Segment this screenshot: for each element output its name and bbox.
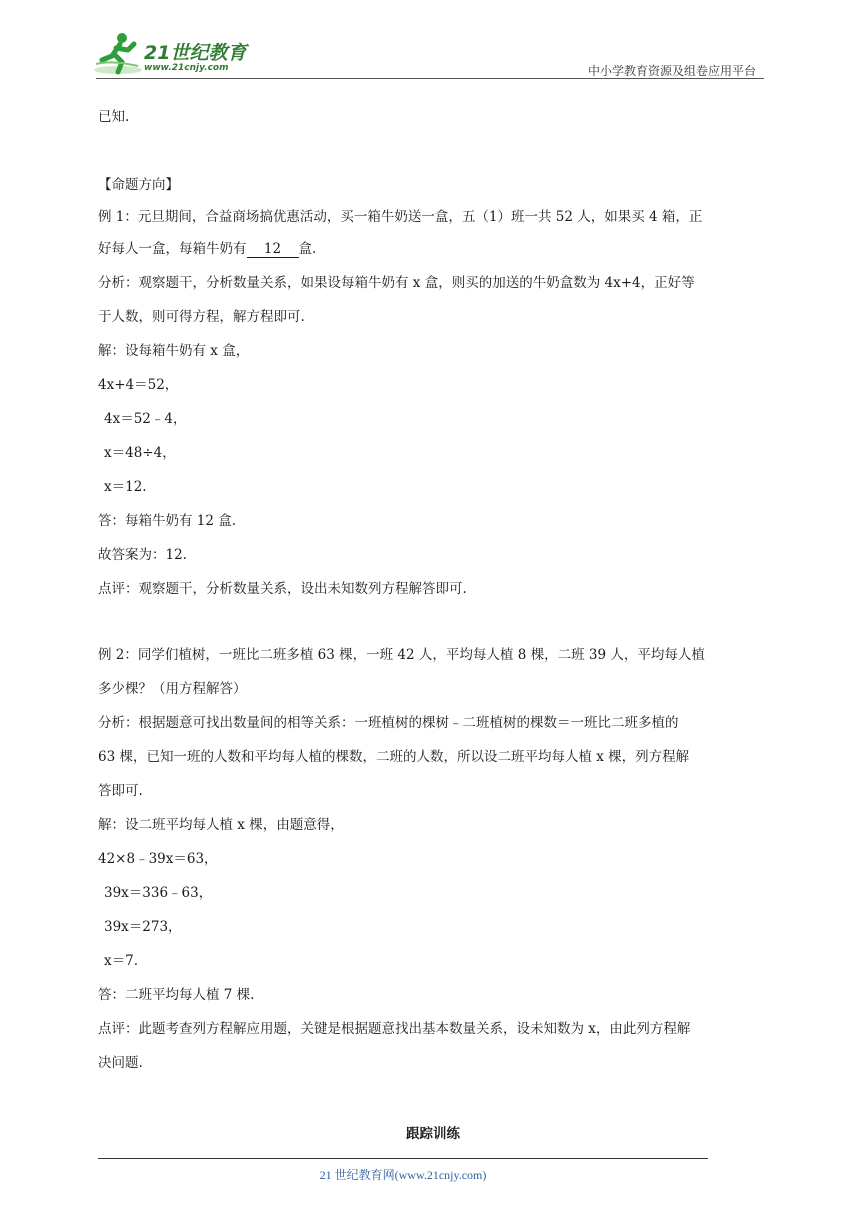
equation-line: 39x＝273， — [104, 919, 182, 935]
section-heading: 【命题方向】 — [98, 177, 179, 193]
text-line: 解：设二班平均每人植 x 棵，由题意得， — [98, 817, 344, 833]
platform-name: 中小学教育资源及组卷应用平台 — [587, 64, 756, 78]
text-line: 故答案为：12. — [98, 547, 187, 563]
footer-divider — [98, 1158, 708, 1159]
text-line: 于人数，则可得方程，解方程即可. — [98, 309, 305, 325]
runner-logo-icon — [92, 30, 144, 78]
text-line: 点评：观察题干，分析数量关系，设出未知数列方程解答即可. — [98, 581, 467, 597]
text-line: 例 1：元旦期间，合益商场搞优惠活动，买一箱牛奶送一盒，五（1）班一共 52 人，如果买 4 箱，正 — [98, 209, 703, 225]
section-title: 跟踪训练 — [406, 1126, 460, 1142]
equation-line: 4x+4＝52， — [98, 377, 179, 393]
equation-line: 4x＝52﹣4， — [104, 411, 187, 427]
logo — [92, 30, 262, 80]
text-line: 答即可. — [98, 783, 143, 799]
text-line: 点评：此题考查列方程解应用题，关键是根据题意找出基本数量关系，设未知数为 x，由此列方程解 — [98, 1021, 691, 1037]
text-line: 多少棵？（用方程解答） — [98, 681, 247, 697]
logo-url: www.21cnjy.com — [144, 63, 229, 73]
text-line: 解：设每箱牛奶有 x 盒， — [98, 343, 250, 359]
answer-blank: 12 — [247, 242, 299, 258]
equation-line: 42×8﹣39x＝63， — [98, 851, 218, 867]
text-line: 决问题. — [98, 1055, 143, 1071]
text-line: 分析：观察题干，分析数量关系，如果设每箱牛奶有 x 盒，则买的加送的牛奶盒数为 4x+4，正好等 — [98, 275, 695, 291]
header-divider — [96, 78, 764, 79]
footer-link[interactable]: 21 世纪教育网(www.21cnjy.com) — [319, 1168, 487, 1182]
equation-line: 39x＝336﹣63， — [104, 885, 213, 901]
text-line — [98, 240, 316, 258]
equation-line: x＝12. — [104, 479, 147, 495]
logo-text: 21世纪教育 — [144, 42, 247, 64]
text-fragment: 好每人一盒，每箱牛奶有 — [98, 241, 247, 257]
equation-line: x＝7. — [104, 953, 138, 969]
page-header — [0, 0, 860, 80]
text-line: 答：每箱牛奶有 12 盒. — [98, 513, 237, 529]
text-fragment: 盒. — [298, 241, 317, 257]
text-line: 答：二班平均每人植 7 棵. — [98, 987, 255, 1003]
text-line: 分析：根据题意可找出数量间的相等关系：一班植树的棵树﹣二班植树的棵数＝一班比二班多植的 — [98, 715, 679, 731]
text-line: 63 棵，已知一班的人数和平均每人植的棵数，二班的人数，所以设二班平均每人植 x 棵，列方程解 — [98, 749, 690, 765]
text-line: 例 2：同学们植树，一班比二班多植 63 棵，一班 42 人，平均每人植 8 棵，二班 39 人，平均每人植 — [98, 647, 705, 663]
text-line: 已知. — [98, 109, 130, 125]
equation-line: x＝48÷4， — [104, 445, 176, 461]
